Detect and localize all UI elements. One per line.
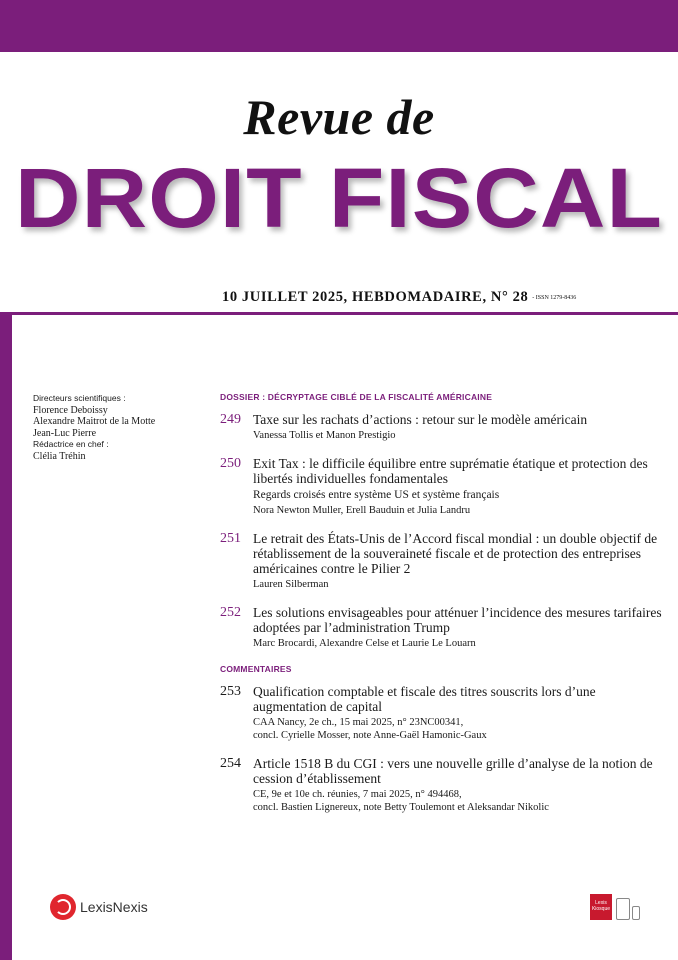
directors-label: Directeurs scientifiques : bbox=[33, 393, 126, 403]
toc-article[interactable] bbox=[220, 756, 670, 814]
article-title: Exit Tax : le difficile équilibre entre suprématie étatique et protection des libertés individuelles fondamentales bbox=[253, 456, 648, 486]
table-of-contents bbox=[220, 392, 670, 828]
article-authors: Nora Newton Muller, Erell Bauduin et Julia Landru bbox=[253, 505, 471, 516]
kiosk-label: Lexis Kiosque bbox=[590, 894, 612, 920]
article-number: 252 bbox=[220, 605, 241, 620]
article-number: 253 bbox=[220, 684, 241, 699]
kiosk-badge bbox=[590, 894, 640, 920]
issue-date-number: 10 JUILLET 2025, HEBDOMADAIRE, N° 28 bbox=[222, 289, 529, 305]
lexisnexis-emblem-icon bbox=[50, 894, 76, 920]
editor-name: Clélia Tréhin bbox=[33, 450, 86, 462]
header-rule bbox=[0, 312, 678, 315]
article-number: 250 bbox=[220, 456, 241, 471]
article-title: Article 1518 B du CGI : vers une nouvelle grille d’analyse de la notion de cession d’établissement bbox=[253, 756, 653, 786]
toc-article[interactable] bbox=[220, 456, 670, 517]
journal-title-line2: DROIT FISCAL bbox=[15, 151, 663, 245]
article-title: Les solutions envisageables pour atténuer l’incidence des mesures tarifaires adoptées par l’administration Trump bbox=[253, 605, 662, 635]
publisher-logo bbox=[50, 893, 148, 921]
toc-article[interactable] bbox=[220, 531, 670, 591]
top-color-band bbox=[0, 0, 678, 52]
phone-icon bbox=[632, 906, 640, 920]
publisher-name: LexisNexis bbox=[80, 899, 148, 915]
editorial-board bbox=[33, 393, 213, 463]
left-color-band bbox=[0, 312, 12, 960]
article-title: Le retrait des États-Unis de l’Accord fiscal mondial : un double objectif de rétablissement de la souveraineté fiscale et de protection des entreprises américaines contre le Pilier 2 bbox=[253, 531, 658, 576]
article-number: 254 bbox=[220, 756, 241, 771]
issue-line bbox=[222, 289, 576, 306]
article-authors: Lauren Silberman bbox=[253, 579, 329, 590]
article-reference: CE, 9e et 10e ch. réunies, 7 mai 2025, n° 494468, bbox=[253, 789, 462, 800]
article-authors: Vanessa Tollis et Manon Prestigio bbox=[253, 430, 396, 441]
editor-label: Rédactrice en chef : bbox=[33, 439, 109, 450]
journal-title-line1: Revue de bbox=[243, 89, 435, 145]
director-name: Alexandre Maitrot de la Motte bbox=[33, 416, 156, 428]
director-name: Jean-Luc Pierre bbox=[33, 427, 97, 439]
article-title: Qualification comptable et fiscale des titres souscrits lors d’une augmentation de capital bbox=[253, 684, 596, 714]
toc-article[interactable] bbox=[220, 684, 670, 742]
article-reference: CAA Nancy, 2e ch., 15 mai 2025, n° 23NC00341, bbox=[253, 717, 464, 728]
article-authors: Marc Brocardi, Alexandre Celse et Laurie Le Louarn bbox=[253, 638, 476, 649]
issn: - ISSN 1279-8436 bbox=[532, 294, 577, 301]
article-title: Taxe sur les rachats d’actions : retour sur le modèle américain bbox=[253, 412, 588, 427]
article-number: 251 bbox=[220, 531, 241, 546]
article-number: 249 bbox=[220, 412, 241, 427]
tablet-icon bbox=[616, 898, 630, 920]
toc-article[interactable] bbox=[220, 412, 670, 442]
toc-article[interactable] bbox=[220, 605, 670, 650]
dossier-heading: DOSSIER : DÉCRYPTAGE CIBLÉ DE LA FISCALITÉ AMÉRICAINE bbox=[220, 392, 493, 402]
article-subtitle: Regards croisés entre système US et système français bbox=[253, 489, 500, 501]
director-name: Florence Deboissy bbox=[33, 404, 108, 416]
commentaires-heading: COMMENTAIRES bbox=[220, 664, 292, 674]
article-authors: concl. Bastien Lignereux, note Betty Toulemont et Aleksandar Nikolic bbox=[253, 802, 549, 813]
article-authors: concl. Cyrielle Mosser, note Anne-Gaël Hamonic-Gaux bbox=[253, 730, 487, 741]
